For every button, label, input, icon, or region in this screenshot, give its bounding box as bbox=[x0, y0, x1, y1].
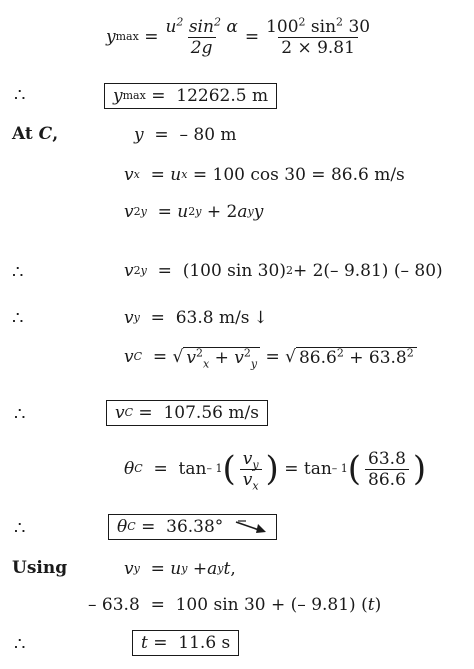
therefore-symbol: ∴ bbox=[14, 404, 26, 425]
vc-result-box: v C = 107.56 m/s bbox=[106, 400, 268, 426]
vc-formula-equation: v C = √ $v^2_x + v^2_y$ = √ $86.6^2 + 63.8^2$ bbox=[124, 339, 417, 375]
therefore-symbol: ∴ bbox=[14, 85, 26, 106]
using-label: Using bbox=[12, 558, 68, 578]
down-arrow-icon: ↓ bbox=[253, 308, 268, 328]
therefore-symbol: ∴ bbox=[12, 262, 24, 283]
therefore-symbol: ∴ bbox=[12, 308, 24, 329]
ymax-result-box: y max = 12262.5 m bbox=[104, 83, 277, 109]
theta-result-box: θ C = 36.38° bbox=[108, 514, 277, 540]
sqrt-vx-vy: √ $v^2_x + v^2_y$ bbox=[173, 347, 261, 368]
at-c-equation: y = – 80 m bbox=[134, 125, 237, 145]
time-substitution-equation: – 63.8 = 100 sin 30 + (– 9.81) ( t ) bbox=[88, 595, 382, 615]
ymax-fraction-2: $\frac{100^2 \sin^2 30}{2 \times 9.81}$ bbox=[266, 14, 371, 58]
therefore-symbol: ∴ bbox=[14, 634, 26, 655]
sqrt-numeric: √ $86.6^2 + 63.8^2$ bbox=[285, 347, 417, 368]
vy2-general-equation: v 2 y = u 2 y + 2 a y y bbox=[124, 202, 264, 222]
theta-formula-equation: θ C = tan – 1 ( $\frac{v_y}{v_x}$ ) = tan – 1 ( $\frac{63.8}{86.6}$ ) bbox=[124, 448, 427, 492]
at-c-label: At C, bbox=[12, 124, 59, 144]
theta-result-line bbox=[108, 512, 277, 542]
ymax-fraction-1: $\frac{u^2 \sin^2 \alpha}{2g}$ bbox=[165, 14, 238, 58]
using-equation: v y = u y + a y t , bbox=[124, 559, 236, 579]
theta-fraction-numeric: $\frac{63.8}{86.6}$ bbox=[365, 449, 409, 490]
vy2-substituted-equation: v 2 y = (100 sin 30) 2 + 2(– 9.81) (– 80) bbox=[124, 261, 443, 281]
vy-result-equation: v y = 63.8 m/s ↓ bbox=[124, 308, 268, 328]
t-result-box: t = 11.6 s bbox=[132, 630, 239, 656]
t-result-line bbox=[132, 628, 239, 658]
ymax-formula-line: y max = $\frac{u^2 \sin^2 \alpha}{2g}$ = $\frac{100^2 \sin^2 30}{2 \times 9.81}$ bbox=[106, 14, 377, 60]
therefore-symbol: ∴ bbox=[14, 518, 26, 539]
vx-equation: v x = u x = 100 cos 30 = 86.6 m/s bbox=[124, 165, 405, 185]
vc-result-line bbox=[106, 398, 268, 428]
theta-fraction-symbolic: $\frac{v_y}{v_x}$ bbox=[240, 449, 262, 490]
velocity-direction-icon bbox=[234, 519, 268, 535]
ymax-result-line bbox=[104, 81, 277, 111]
